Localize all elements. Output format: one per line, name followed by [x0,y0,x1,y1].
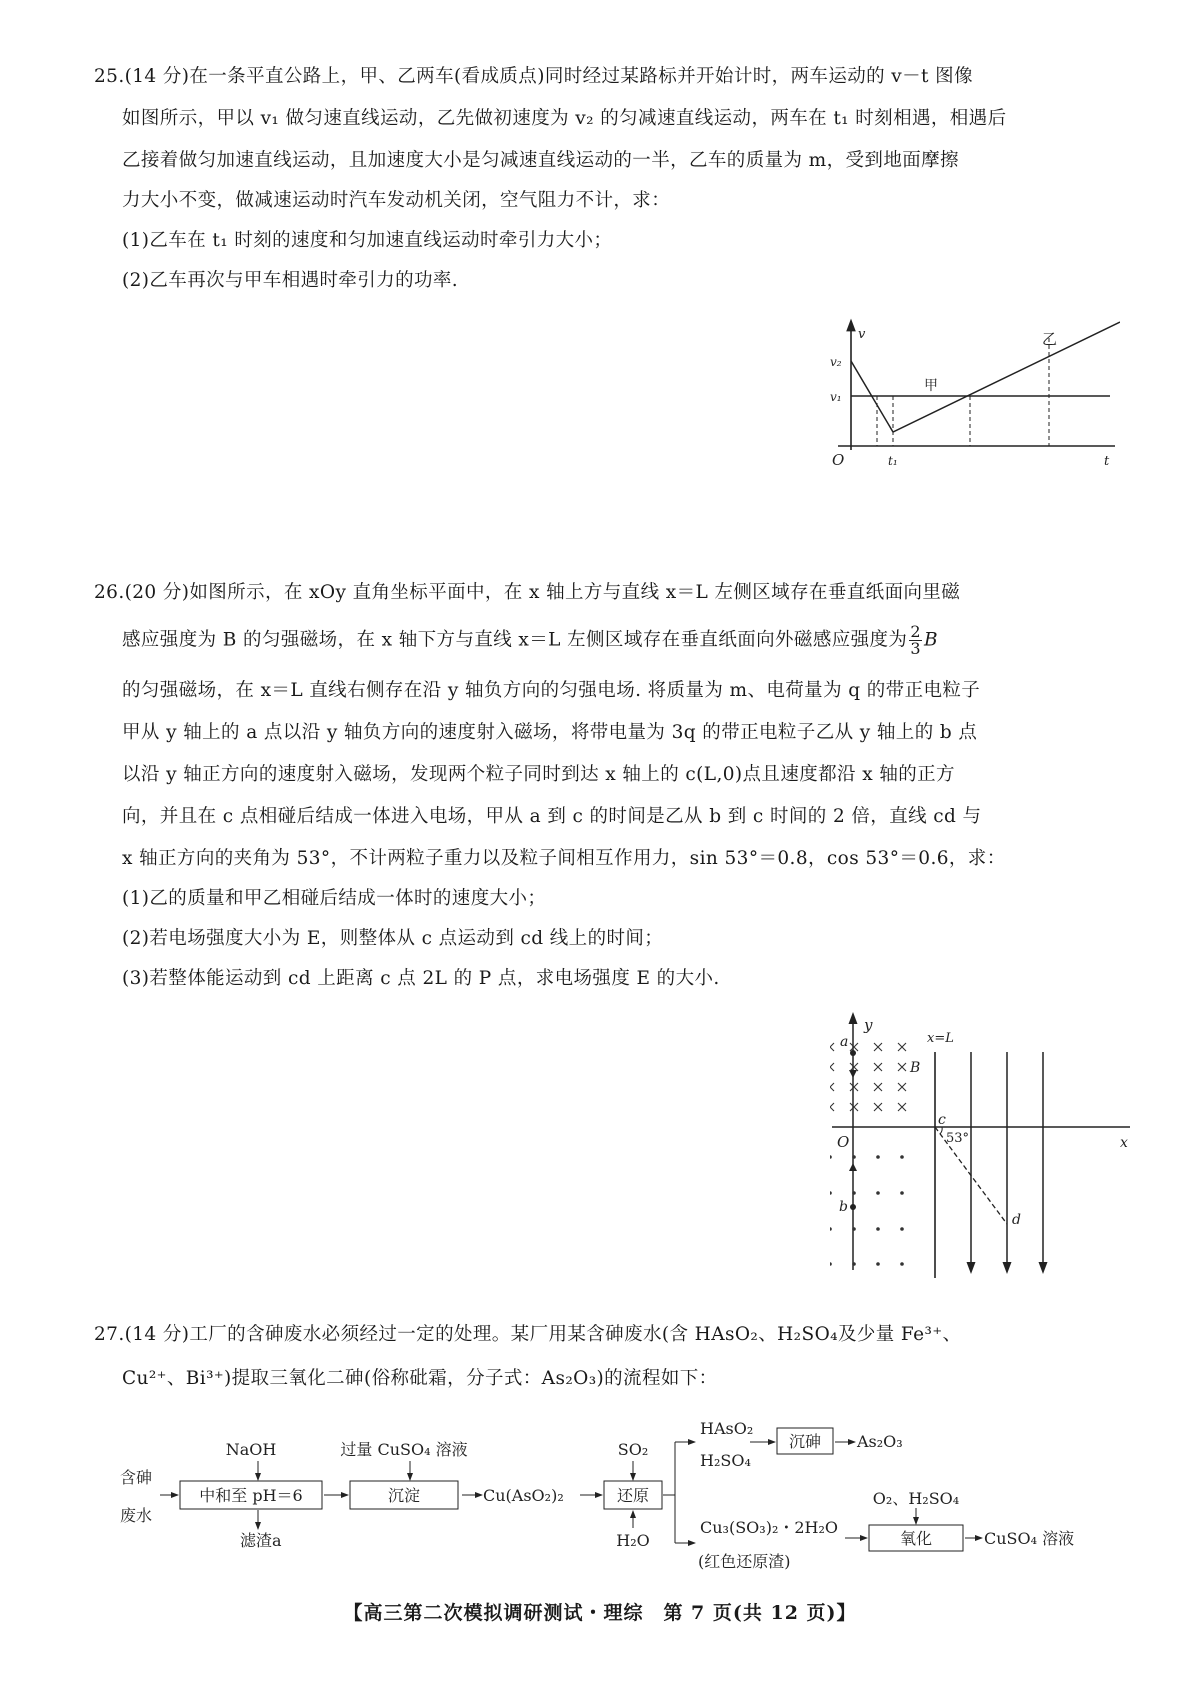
q25-sub-2: (2)乙车再次与甲车相遇时牵引力的功率. [122,270,459,291]
cross-mark [874,1083,882,1091]
q25-sub-1: (1)乙车在 t₁ 时刻的速度和匀加速直线运动时牵引力大小； [122,230,613,251]
q26-field-figure [830,1010,1130,1280]
fraction-two-thirds: $\frac{2}{3}$ [910,622,921,658]
dot-mark [900,1191,904,1195]
red-residue-label: (红色还原渣) [698,1552,791,1571]
o2-h2so4-label: O₂、H₂SO₄ [872,1489,960,1508]
dot-mark [900,1155,904,1159]
box-precipitate-label: 沉淀 [387,1486,421,1505]
q26-line-5: 以沿 y 轴正方向的速度射入磁场，发现两个粒子同时到达 x 轴上的 c(L,0)点且速度都沿 x 轴的正方 [122,764,955,785]
q27-line-1: 27.(14 分)工厂的含砷废水必须经过一定的处理。某厂用某含砷废水(含 HAsO₂、H₂SO₄及少量 Fe³⁺、 [94,1324,962,1345]
box-arsenic-precip-label: 沉砷 [788,1432,822,1451]
origin-label: O [832,451,845,469]
q26-line-7: x 轴正方向的夹角为 53°，不计两粒子重力以及粒子间相互作用力，sin 53°＝0.8，cos 53°＝0.6，求： [122,848,1006,869]
input-label-1: 含砷 [120,1468,153,1487]
cuso4-solution-label: CuSO₄ 溶液 [984,1529,1075,1548]
t-axis-label: t [1104,454,1110,469]
cross-mark [898,1063,906,1071]
cross-mark [850,1103,858,1111]
v-axis-label: v [858,327,866,342]
q25-line-3: 乙接着做匀加速直线运动，且加速度大小是匀减速直线运动的一半，乙车的质量为 m，受到地面摩擦 [122,150,959,171]
residue-a-label: 滤渣a [240,1531,282,1550]
point-a [850,1050,856,1056]
q25-line-1: 25.(14 分)在一条平直公路上，甲、乙两车(看成质点)同时经过某路标并开始计时，两车运动的 v－t 图像 [94,66,973,87]
q26-line-2: 感应强度为 B 的匀强磁场，在 x 轴下方与直线 x＝L 左侧区域存在垂直纸面向外磁感应强度为 $\frac{2}{3}$ B [122,622,938,658]
q25-line-4: 力大小不变，做减速运动时汽车发动机关闭，空气阻力不计，求： [122,190,671,211]
dot-mark [900,1262,904,1266]
angle-arc [940,1127,942,1134]
q26-sub-3: (3)若整体能运动到 cd 上距离 c 点 2L 的 P 点，求电场强度 E 的大小. [122,968,720,989]
q25-line-2: 如图所示，甲以 v₁ 做匀速直线运动，乙先做初速度为 v₂ 的匀减速直线运动，两车在 t₁ 时刻相遇，相遇后 [122,108,1007,129]
cross-mark [898,1043,906,1051]
dot-mark [830,1227,832,1231]
cross-mark [898,1083,906,1091]
box-reduce-label: 还原 [616,1486,650,1505]
field-B-label: B [910,1060,921,1076]
cross-mark [874,1103,882,1111]
h2o-label: H₂O [616,1531,650,1550]
q27-line-2: Cu²⁺、Bi³⁺)提取三氧化二砷(俗称砒霜，分子式：As₂O₃)的流程如下： [122,1368,718,1389]
velocity-arrow-up [849,1163,857,1171]
input-label-2: 废水 [120,1506,153,1525]
q26-line-4: 甲从 y 轴上的 a 点以沿 y 轴负方向的速度射入磁场，将带电量为 3q 的带正电粒子乙从 y 轴上的 b 点 [122,722,978,743]
box-oxidize-label: 氧化 [899,1529,933,1548]
cu-aso2-label: Cu(AsO₂)₂ [483,1486,564,1505]
yi-line [851,322,1120,432]
cross-mark [850,1043,858,1051]
page-footer: 【高三第二次模拟调研测试・理综 第 7 页(共 12 页)】 [343,1602,857,1624]
jia-label: 甲 [924,378,938,394]
dot-mark [876,1262,880,1266]
dot-mark [876,1155,880,1159]
q26-line-6: 向，并且在 c 点相碰后结成一体进入电场，甲从 a 到 c 的时间是乙从 b 到 c 时间的 2 倍，直线 cd 与 [122,806,982,827]
dot-mark [830,1155,832,1159]
y-axis-label: y [864,1016,873,1034]
dot-mark [876,1227,880,1231]
dot-mark [830,1191,832,1195]
v1-label: v₁ [830,390,842,404]
x-axis-label: x [1120,1135,1128,1151]
yi-label: 乙 [1042,330,1058,348]
t1-label: t₁ [888,454,898,468]
cross-mark [850,1083,858,1091]
hasoq2-label: HAsO₂ [700,1419,754,1438]
dot-mark [900,1227,904,1231]
q26-line-2-text: 感应强度为 B 的匀强磁场，在 x 轴下方与直线 x＝L 左侧区域存在垂直纸面向外磁感应强度为 [122,629,908,651]
q26-sub-1: (1)乙的质量和甲乙相碰后结成一体时的速度大小； [122,888,547,909]
box-neutralize-label: 中和至 pH＝6 [199,1486,303,1505]
q25-vt-graph [820,310,1120,470]
q26-sub-2: (2)若电场强度大小为 E，则整体从 c 点运动到 cd 线上的时间； [122,928,664,949]
origin-label: O [837,1133,850,1151]
cuso4-excess-label: 过量 CuSO₄ 溶液 [340,1440,468,1459]
point-b-label: b [839,1199,848,1215]
boundary-label: x=L [927,1031,954,1046]
v2-label: v₂ [830,355,842,369]
point-d-label: d [1012,1212,1021,1228]
h2so4-label: H₂SO₄ [700,1451,751,1470]
cross-mark [830,1083,834,1091]
naoh-label: NaOH [225,1440,277,1459]
cross-mark [830,1063,834,1071]
cross-mark [874,1043,882,1051]
q27-flowchart [110,1400,1110,1580]
dot-mark [852,1262,856,1266]
angle-label: 53° [946,1131,970,1146]
cross-mark [850,1063,858,1071]
as2o3-label: As₂O₃ [857,1432,903,1451]
dot-mark [852,1155,856,1159]
point-c-label: c [938,1112,946,1128]
point-b [850,1204,856,1210]
q26-line-1: 26.(20 分)如图所示，在 xOy 直角坐标平面中，在 x 轴上方与直线 x＝L 左侧区域存在垂直纸面向里磁 [94,582,961,603]
dot-mark [876,1191,880,1195]
cross-mark [874,1063,882,1071]
q26-line-3: 的匀强磁场，在 x＝L 直线右侧存在沿 y 轴负方向的匀强电场. 将质量为 m、电荷量为 q 的带正电粒子 [122,680,981,701]
point-a-label: a [840,1034,849,1050]
dot-mark [852,1227,856,1231]
so2-label: SO₂ [617,1440,649,1459]
dot-mark [852,1191,856,1195]
dot-mark [830,1262,832,1266]
cu3so3-label: Cu₃(SO₃)₂・2H₂O [700,1518,839,1537]
cross-mark [830,1043,834,1051]
cross-mark [830,1103,834,1111]
field-into-page-crosses [830,1043,906,1111]
cross-mark [898,1103,906,1111]
